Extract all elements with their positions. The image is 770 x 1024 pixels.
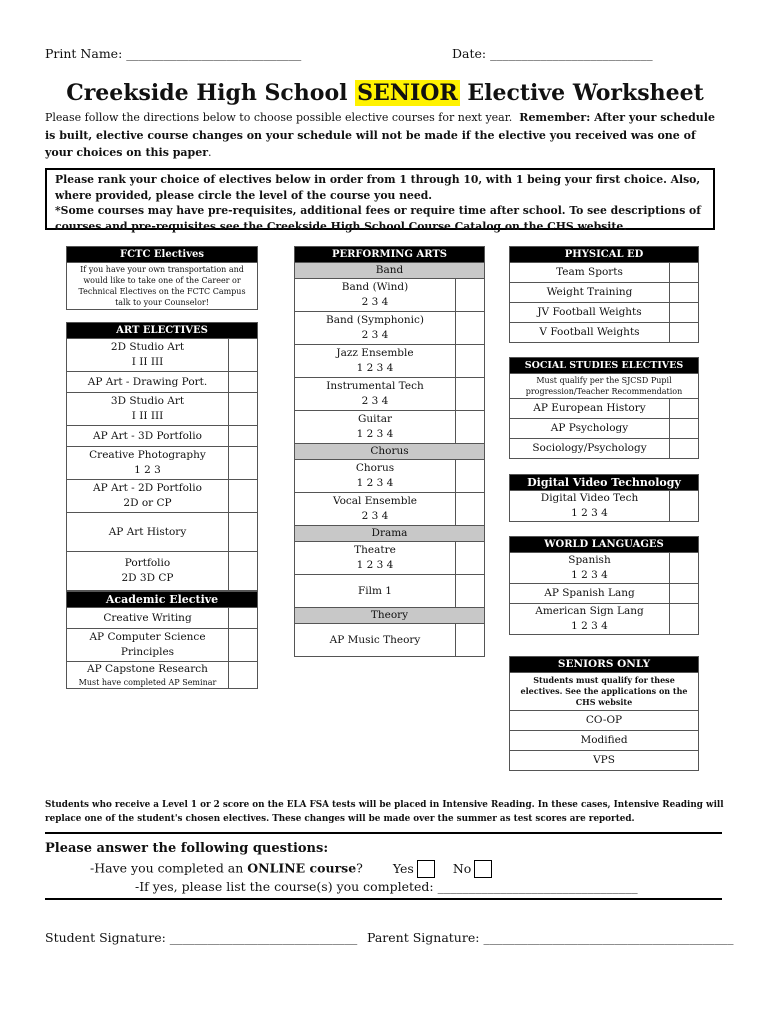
art-elective-5 (67, 480, 258, 513)
language-item-2-rank-box[interactable] (670, 604, 699, 635)
art-elective-3 (67, 426, 258, 447)
art-elective-7 (67, 552, 258, 591)
pe-item-0-rank-box[interactable] (670, 263, 699, 283)
academic-elective-0-rank-box[interactable] (229, 608, 258, 629)
no-checkbox[interactable] (474, 860, 492, 878)
seniors-only-note: Students must qualify for these electives. See the applications on the CHS website (510, 673, 699, 711)
parent-signature-blank[interactable]: ________________________________________ (483, 930, 734, 945)
course-list-blank[interactable]: ________________________________ (437, 879, 638, 894)
print-name-label: Print Name: (45, 46, 123, 61)
academic-elective-1-rank-box[interactable] (229, 629, 258, 662)
social-item-1 (510, 419, 699, 439)
date-label: Date: (452, 46, 487, 61)
academic-elective-0 (67, 608, 258, 629)
art-elective-3-label: AP Art - 3D Portfolio (67, 426, 229, 447)
student-signature-field[interactable]: Student Signature: ______________________________ (45, 930, 358, 945)
art-elective-4-rank-box[interactable] (229, 447, 258, 480)
art-elective-0 (67, 339, 258, 372)
pe-item-1-rank-box[interactable] (670, 283, 699, 303)
pe-item-2-rank-box[interactable] (670, 303, 699, 323)
drama-item-0 (295, 542, 485, 575)
pe-item-2-label: JV Football Weights (510, 303, 670, 323)
social-item-2 (510, 439, 699, 459)
fctc-header: FCTC Electives (67, 247, 258, 263)
ap-seminar-note: Must have completed AP Seminar (78, 678, 217, 687)
academic-elective-2-label: AP Capstone Research Must have completed AP Seminar (67, 662, 229, 689)
senior-highlight: SENIOR (357, 80, 458, 106)
divider-bottom (45, 898, 722, 900)
chorus-item-1 (295, 493, 485, 526)
chorus-item-1-rank-box[interactable] (456, 493, 485, 526)
no-label: No (452, 860, 472, 876)
band-item-4-rank-box[interactable] (456, 411, 485, 444)
divider-top (45, 832, 722, 834)
art-elective-1-rank-box[interactable] (229, 372, 258, 393)
band-item-0-rank-box[interactable] (456, 279, 485, 312)
art-elective-5-rank-box[interactable] (229, 480, 258, 513)
pe-item-3-rank-box[interactable] (670, 323, 699, 343)
pe-item-2 (510, 303, 699, 323)
fctc-table (66, 246, 258, 310)
fctc-note: If you have your own transportation and would like to take one of the Career or Technical Electives on the FCTC Campus talk to your Counselor! (67, 263, 258, 310)
pe-item-0 (510, 263, 699, 283)
social-item-0-label: AP European History (510, 399, 670, 419)
art-elective-7-rank-box[interactable] (229, 552, 258, 591)
social-studies-table (509, 357, 699, 459)
chorus-item-0 (295, 460, 485, 493)
art-elective-6-rank-box[interactable] (229, 513, 258, 552)
dvt-item-0-rank-box[interactable] (670, 491, 699, 522)
date-blank[interactable]: __________________________ (490, 46, 653, 61)
yes-label: Yes (392, 860, 414, 876)
art-elective-2-rank-box[interactable] (229, 393, 258, 426)
pe-item-1-label: Weight Training (510, 283, 670, 303)
band-item-1 (295, 312, 485, 345)
academic-elective-1-label: AP Computer Science Principles (67, 629, 229, 662)
questions-heading: Please answer the following questions: (45, 841, 329, 856)
social-item-0 (510, 399, 699, 419)
art-elective-1-label: AP Art - Drawing Port. (67, 372, 229, 393)
academic-elective-2-rank-box[interactable] (229, 662, 258, 689)
dvt-item-0 (510, 491, 699, 522)
language-item-1-rank-box[interactable] (670, 584, 699, 604)
online-course-list-question: -If yes, please list the course(s) you completed: ________________________________ (135, 879, 638, 894)
band-item-3-rank-box[interactable] (456, 378, 485, 411)
social-item-1-rank-box[interactable] (670, 419, 699, 439)
art-electives-header: ART ELECTIVES (67, 323, 258, 339)
performing-arts-header: PERFORMING ARTS (295, 247, 485, 263)
art-elective-0-label: 2D Studio Art I II III (67, 339, 229, 372)
art-elective-7-label: Portfolio 2D 3D CP (67, 552, 229, 591)
social-item-2-label: Sociology/Psychology (510, 439, 670, 459)
print-name-field[interactable] (45, 46, 301, 61)
academic-elective-0-label: Creative Writing (67, 608, 229, 629)
social-item-1-label: AP Psychology (510, 419, 670, 439)
world-languages-table (509, 536, 699, 635)
date-field[interactable] (452, 46, 653, 61)
art-electives-table (66, 322, 258, 591)
drama-item-1-rank-box[interactable] (456, 575, 485, 608)
language-item-2-label: American Sign Lang 1 2 3 4 (510, 604, 670, 635)
pe-item-1 (510, 283, 699, 303)
dvt-item-0-label: Digital Video Tech 1 2 3 4 (510, 491, 670, 522)
seniors-item-0[interactable]: CO-OP (510, 711, 699, 731)
pe-item-3-label: V Football Weights (510, 323, 670, 343)
band-item-4-label: Guitar 1 2 3 4 (295, 411, 456, 444)
page-title: Creekside High School SENIOR Elective Worksheet (66, 80, 704, 106)
band-item-2 (295, 345, 485, 378)
band-item-3-label: Instrumental Tech 2 3 4 (295, 378, 456, 411)
seniors-item-2[interactable]: VPS (510, 751, 699, 771)
chorus-item-0-rank-box[interactable] (456, 460, 485, 493)
band-item-0 (295, 279, 485, 312)
world-languages-header: WORLD LANGUAGES (510, 537, 699, 553)
academic-elective-2 (67, 662, 258, 689)
parent-signature-field[interactable]: Parent Signature: ________________________________________ (367, 930, 734, 945)
seniors-only-header: SENIORS ONLY (510, 657, 699, 673)
physical-ed-table (509, 246, 699, 343)
art-elective-2-label: 3D Studio Art I II III (67, 393, 229, 426)
social-item-0-rank-box[interactable] (670, 399, 699, 419)
academic-header: Academic Elective (67, 592, 258, 608)
art-elective-6 (67, 513, 258, 552)
theory-item-0 (295, 624, 485, 657)
social-studies-header: SOCIAL STUDIES ELECTIVES (510, 358, 699, 374)
art-elective-0-rank-box[interactable] (229, 339, 258, 372)
drama-item-1 (295, 575, 485, 608)
chorus-subheader: Chorus (295, 444, 485, 460)
theory-item-0-label: AP Music Theory (295, 624, 456, 657)
language-item-1 (510, 584, 699, 604)
yes-checkbox[interactable] (417, 860, 435, 878)
language-item-0-rank-box[interactable] (670, 553, 699, 584)
intensive-reading-note: Students who receive a Level 1 or 2 score on the ELA FSA tests will be placed in Intensive Reading. In these cases, Intensive Reading will replace one of the student's chosen electives. These changes will be made over the summer as test scores are reported. (45, 800, 724, 824)
band-item-0-label: Band (Wind) 2 3 4 (295, 279, 456, 312)
academic-elective-1 (67, 629, 258, 662)
pe-item-3 (510, 323, 699, 343)
theory-subheader: Theory (295, 608, 485, 624)
art-elective-4-label: Creative Photography 1 2 3 (67, 447, 229, 480)
social-studies-note: Must qualify per the SJCSD Pupil progression/Teacher Recommendation (510, 374, 699, 399)
language-item-0 (510, 553, 699, 584)
digital-video-header: Digital Video Technology (510, 475, 699, 491)
band-item-4 (295, 411, 485, 444)
art-elective-6-label: AP Art History (67, 513, 229, 552)
chorus-item-1-label: Vocal Ensemble 2 3 4 (295, 493, 456, 526)
student-signature-blank[interactable]: ______________________________ (169, 930, 358, 945)
language-item-0-label: Spanish 1 2 3 4 (510, 553, 670, 584)
art-elective-4 (67, 447, 258, 480)
pe-item-0-label: Team Sports (510, 263, 670, 283)
band-item-2-label: Jazz Ensemble 1 2 3 4 (295, 345, 456, 378)
social-item-2-rank-box[interactable] (670, 439, 699, 459)
print-name-blank[interactable]: ____________________________ (126, 46, 302, 61)
instructions-box: Please rank your choice of electives below in order from 1 through 10, with 1 being your first choice. Also, where provided, please circle the level of the course you need. *Some courses may have pre-requisites, additional fees or require time after school. To see descriptions of courses and pre-requisites see the Creekside High School Course Catalog on the CHS website. (45, 168, 715, 230)
intro-paragraph: Please follow the directions below to choose possible elective courses for next year. Remember: After your schedule is built, elective course changes on your schedule will not be made if the elective you received was one of your choices on this paper. (45, 111, 715, 159)
physical-ed-header: PHYSICAL ED (510, 247, 699, 263)
drama-item-1-label: Film 1 (295, 575, 456, 608)
chorus-item-0-label: Chorus 1 2 3 4 (295, 460, 456, 493)
seniors-only-table (509, 656, 699, 771)
digital-video-table (509, 474, 699, 522)
seniors-item-1[interactable]: Modified (510, 731, 699, 751)
band-item-2-rank-box[interactable] (456, 345, 485, 378)
band-item-1-rank-box[interactable] (456, 312, 485, 345)
academic-elective-table (66, 591, 258, 689)
theory-item-0-rank-box[interactable] (456, 624, 485, 657)
art-elective-1 (67, 372, 258, 393)
drama-subheader: Drama (295, 526, 485, 542)
drama-item-0-label: Theatre 1 2 3 4 (295, 542, 456, 575)
band-subheader: Band (295, 263, 485, 279)
performing-arts-table (294, 246, 485, 657)
art-elective-3-rank-box[interactable] (229, 426, 258, 447)
drama-item-0-rank-box[interactable] (456, 542, 485, 575)
language-item-1-label: AP Spanish Lang (510, 584, 670, 604)
language-item-2 (510, 604, 699, 635)
band-item-3 (295, 378, 485, 411)
art-elective-5-label: AP Art - 2D Portfolio 2D or CP (67, 480, 229, 513)
online-course-question: -Have you completed an ONLINE course? Yes No (90, 860, 492, 878)
band-item-1-label: Band (Symphonic) 2 3 4 (295, 312, 456, 345)
art-elective-2 (67, 393, 258, 426)
